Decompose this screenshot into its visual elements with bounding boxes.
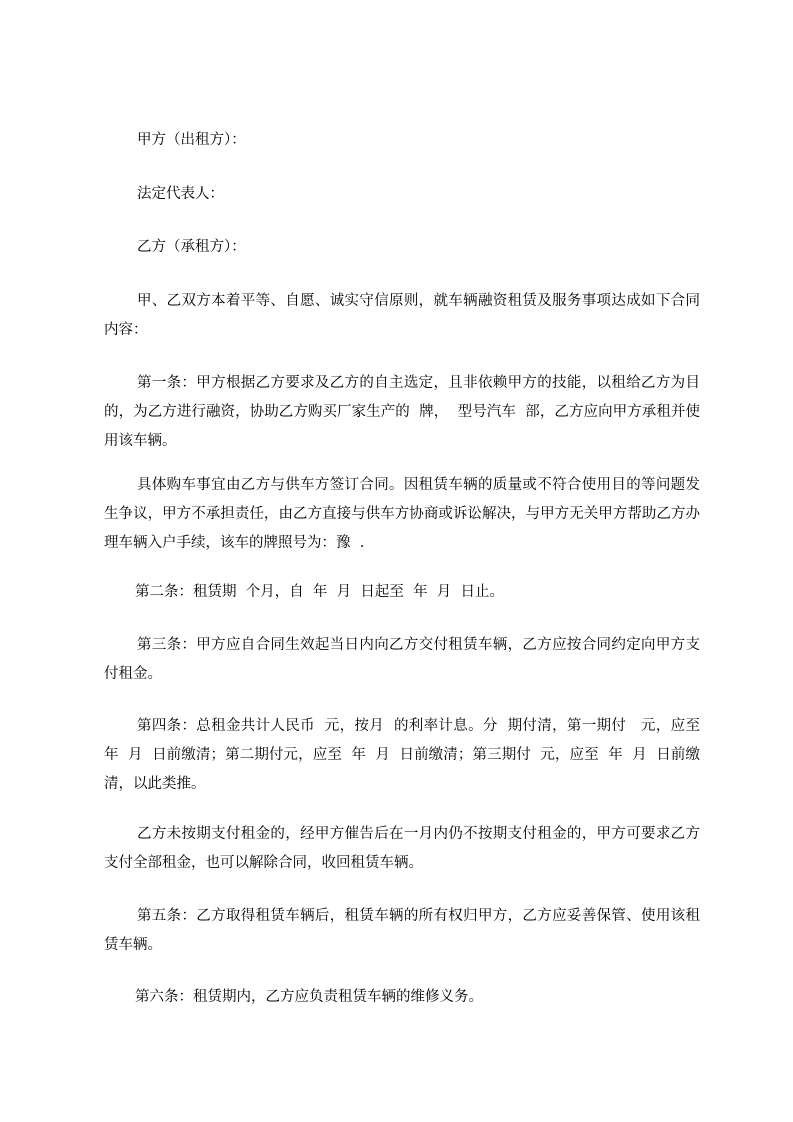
article-1-paragraph: 第一条：甲方根据乙方要求及乙方的自主选定，且非依赖甲方的技能，以租给乙方为目的，为乙方进行融资，协助乙方购买厂家生产的 牌， 型号汽车 部，乙方应向甲方承租并使用该车辆。 <box>104 375 700 449</box>
article-4-paragraph: 第四条：总租金共计人民币 元，按月 的利率计息。分 期付清，第一期付 元，应至 年 月 日前缴清；第二期付元，应至 年 月 日前缴清；第三期付 元，应至 年 月 日前缴清，以此类推。 <box>104 718 710 792</box>
party-a-line: 甲方（出租方）： <box>137 132 246 148</box>
legal-representative-line: 法定代表人： <box>137 186 224 202</box>
article-1-detail-paragraph: 具体购车事宜由乙方与供车方签订合同。因租赁车辆的质量或不符合使用目的等问题发生争议，甲方不承担责任，由乙方直接与供车方协商或诉讼解决，与甲方无关甲方帮助乙方办理车辆入户手续，该车的牌照号为：豫 . <box>104 477 700 551</box>
article-2-paragraph: 第二条：租赁期 个月，自 年 月 日起至 年 月 日止。 <box>135 584 505 600</box>
preamble-paragraph: 甲、乙双方本着平等、自愿、诚实守信原则，就车辆融资租赁及服务事项达成如下合同内容： <box>104 293 700 338</box>
article-4-detail-paragraph: 乙方未按期支付租金的，经甲方催告后在一月内仍不按期支付租金的，甲方可要求乙方支付全部租金，也可以解除合同，收回租赁车辆。 <box>104 826 700 871</box>
article-5-paragraph: 第五条：乙方取得租赁车辆后，租赁车辆的所有权归甲方，乙方应妥善保管、使用该租赁车辆。 <box>104 908 700 953</box>
article-6-paragraph: 第六条：租赁期内，乙方应负责租赁车辆的维修义务。 <box>135 989 483 1005</box>
article-3-paragraph: 第三条：甲方应自合同生效起当日内向乙方交付租赁车辆，乙方应按合同约定向甲方支付租金。 <box>104 637 700 682</box>
party-b-line: 乙方（承租方）： <box>137 239 246 255</box>
